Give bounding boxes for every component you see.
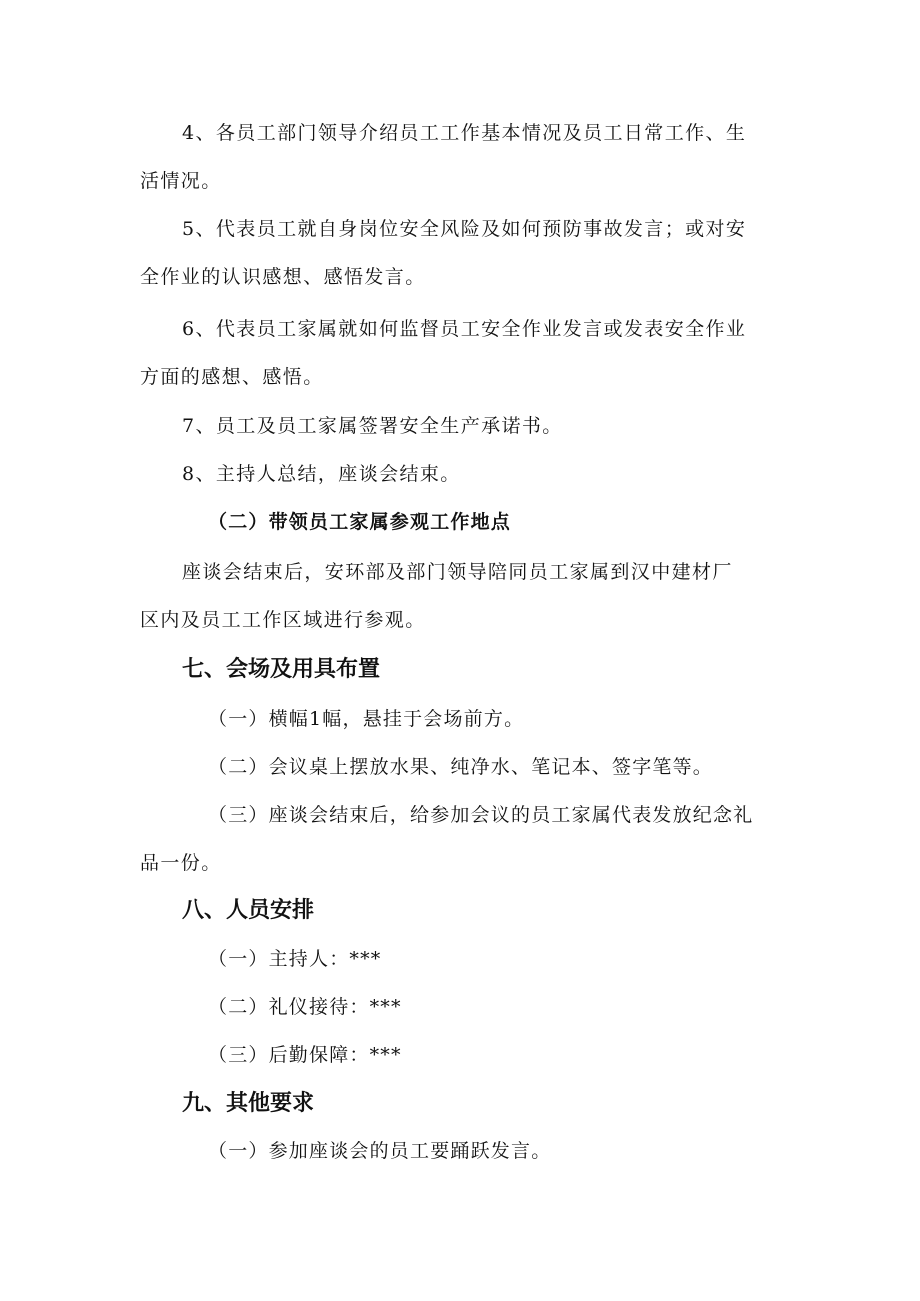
paragraph-item-4-line-1: 4、各员工部门领导介绍员工工作基本情况及员工日常工作、生: [182, 122, 747, 144]
list-item-banner: （一）横幅1幅，悬挂于会场前方。: [208, 708, 525, 730]
paragraph-item-5-line-2: 全作业的认识感想、感悟发言。: [140, 266, 426, 288]
section-heading-9: 九、其他要求: [182, 1091, 315, 1116]
list-item-gift-line-2: 品一份。: [140, 852, 222, 874]
paragraph-item-8: 8、主持人总结，座谈会结束。: [182, 463, 461, 485]
subheading-visit-workplace: （二）带领员工家属参观工作地点: [208, 511, 512, 533]
paragraph-item-5-line-1: 5、代表员工就自身岗位安全风险及如何预防事故发言；或对安: [182, 218, 747, 240]
paragraph-item-6-line-2: 方面的感想、感悟。: [140, 366, 324, 388]
list-item-host: （一）主持人：***: [208, 948, 382, 970]
section-heading-8: 八、人员安排: [182, 898, 315, 923]
paragraph-visit-line-2: 区内及员工工作区域进行参观。: [140, 609, 426, 631]
list-item-gift-line-1: （三）座谈会结束后，给参加会议的员工家属代表发放纪念礼: [208, 804, 754, 826]
paragraph-item-4-line-2: 活情况。: [140, 170, 222, 192]
paragraph-visit-line-1: 座谈会结束后，安环部及部门领导陪同员工家属到汉中建材厂: [182, 561, 733, 583]
list-item-speak-actively: （一）参加座谈会的员工要踊跃发言。: [208, 1140, 552, 1162]
list-item-logistics: （三）后勤保障：***: [208, 1044, 402, 1066]
paragraph-item-7: 7、员工及员工家属签署安全生产承诺书。: [182, 415, 563, 437]
section-heading-7: 七、会场及用具布置: [182, 657, 381, 682]
paragraph-item-6-line-1: 6、代表员工家属就如何监督员工安全作业发言或发表安全作业: [182, 318, 747, 340]
list-item-reception: （二）礼仪接待：***: [208, 996, 402, 1018]
list-item-table-supplies: （二）会议桌上摆放水果、纯净水、笔记本、签字笔等。: [208, 756, 714, 778]
